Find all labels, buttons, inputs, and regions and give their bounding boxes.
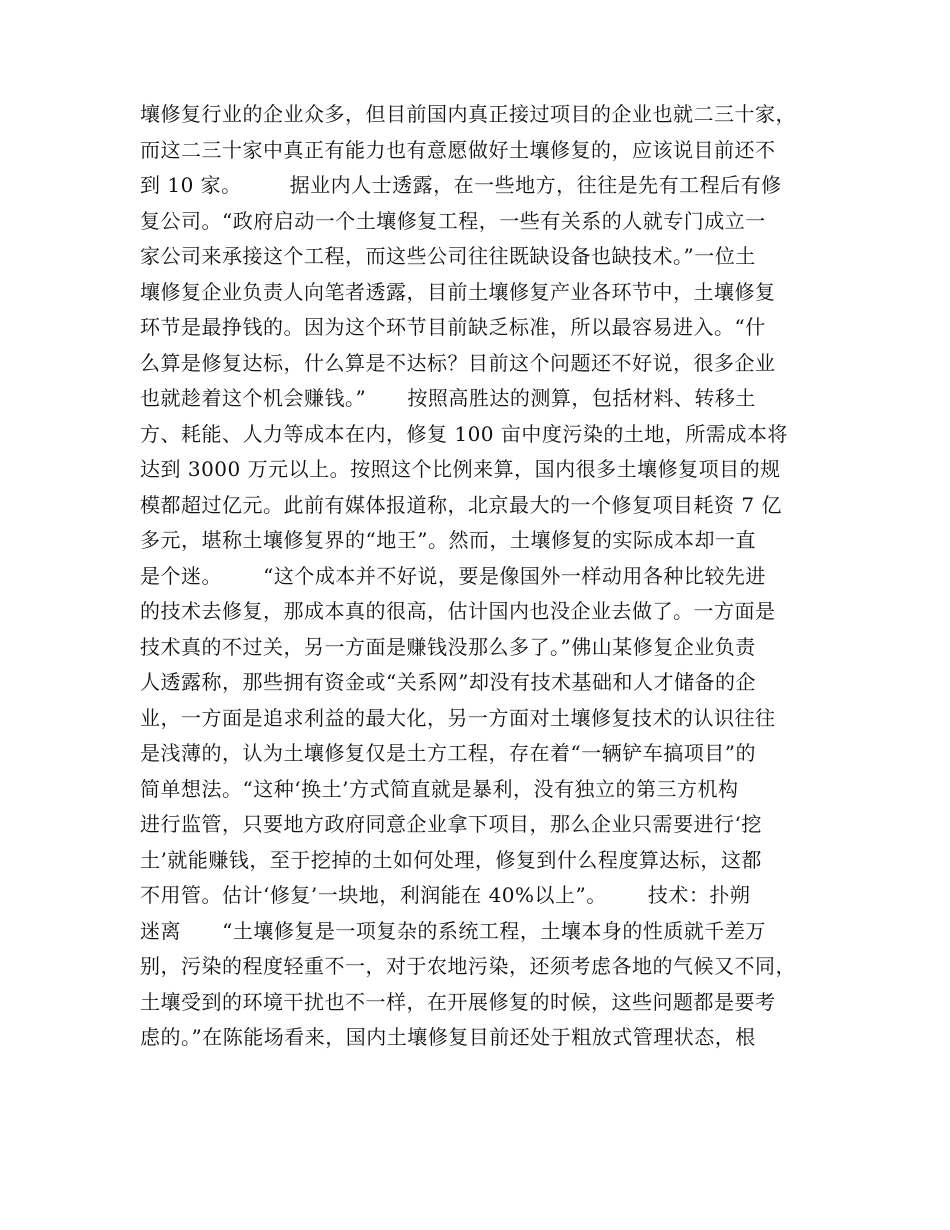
text-line: 方、耗能、人力等成本在内，修复 100 亩中度污染的土地，所需成本将 bbox=[140, 421, 788, 446]
text-line: 壤修复企业负责人向笔者透露，目前土壤修复产业各环节中，土壤修复 bbox=[140, 279, 776, 304]
text-line: 么算是修复达标，什么算是不达标？目前这个问题还不好说，很多企业 bbox=[140, 350, 776, 375]
text-line: 人透露称，那些拥有资金或“关系网”却没有技术基础和人才储备的企 bbox=[140, 670, 756, 694]
text-line: 复公司。“政府启动一个土壤修复工程，一些有关系的人就专门成立一 bbox=[140, 208, 766, 233]
text-line: 而这二三十家中真正有能力也有意愿做好土壤修复的，应该说目前还不 bbox=[140, 137, 776, 162]
text-line: 环节是最挣钱的。因为这个环节目前缺乏标准，所以最容易进入。“什 bbox=[140, 315, 766, 339]
text-line: 迷离 “土壤修复是一项复杂的系统工程，土壤本身的性质就千差万 bbox=[140, 918, 766, 943]
text-line: 进行监管，只要地方政府同意企业拿下项目，那么企业只需要进行‘挖 bbox=[140, 812, 762, 836]
text-line: 土’就能赚钱，至于挖掉的土如何处理，修复到什么程度算达标，这都 bbox=[140, 847, 762, 872]
text-line: 家公司来承接这个工程，而这些公司往往既缺设备也缺技术。”一位土 bbox=[140, 244, 756, 268]
text-line: 是浅薄的，认为土壤修复仅是土方工程，存在着“一辆铲车搞项目”的 bbox=[140, 741, 756, 765]
text-line: 多元，堪称土壤修复界的“地王”。然而，土壤修复的实际成本却一直 bbox=[140, 528, 756, 552]
text-line: 别，污染的程度轻重不一，对于农地污染，还须考虑各地的气候又不同， bbox=[140, 954, 796, 978]
text-line: 到 10 家。 据业内人士透露，在一些地方，往往是先有工程后有修 bbox=[140, 173, 782, 197]
body-text bbox=[140, 97, 830, 1056]
text-line: 简单想法。“这种‘换土’方式简直就是暴利，没有独立的第三方机构 bbox=[140, 776, 739, 801]
text-line: 是个迷。 “这个成本并不好说，要是像国外一样动用各种比较先进 bbox=[140, 563, 766, 588]
text-line: 也就趁着这个机会赚钱。” 按照高胜达的测算，包括材料、转移土 bbox=[140, 386, 756, 410]
text-line: 不用管。估计‘修复’一块地，利润能在 40%以上”。 技术：扑朔 bbox=[140, 883, 751, 907]
text-line: 土壤受到的环境干扰也不一样，在开展修复的时候，这些问题都是要考 bbox=[140, 989, 776, 1014]
text-line: 业，一方面是追求利益的最大化，另一方面对土壤修复技术的认识往往 bbox=[140, 705, 776, 730]
text-line: 达到 3000 万元以上。按照这个比例来算，国内很多土壤修复项目的规 bbox=[140, 457, 781, 481]
text-line: 的技术去修复，那成本真的很高，估计国内也没企业去做了。一方面是 bbox=[140, 599, 776, 623]
text-line: 壤修复行业的企业众多，但目前国内真正接过项目的企业也就二三十家， bbox=[140, 102, 796, 126]
text-line: 模都超过亿元。此前有媒体报道称，北京最大的一个修复项目耗资 7 亿 bbox=[140, 492, 782, 517]
text-line: 虑的。”在陈能场看来，国内土壤修复目前还处于粗放式管理状态，根 bbox=[140, 1025, 756, 1049]
text-line: 技术真的不过关，另一方面是赚钱没那么多了。”佛山某修复企业负责 bbox=[140, 634, 756, 659]
